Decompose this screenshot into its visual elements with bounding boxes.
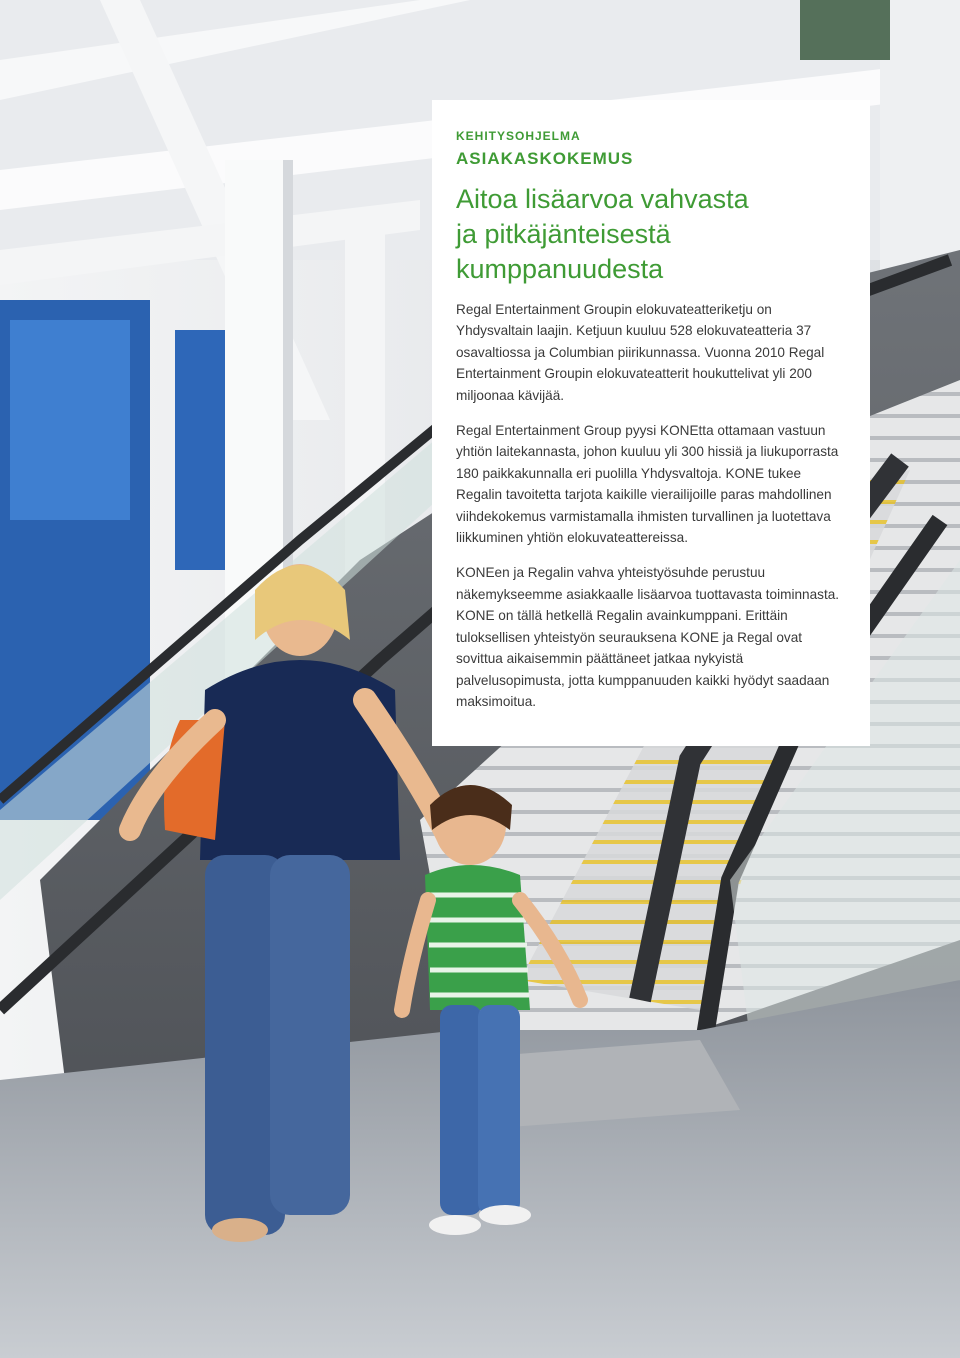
section-heading: ASIAKASKOKEMUS: [456, 149, 634, 168]
body-paragraph: Regal Entertainment Group pyysi KONEtta ottamaan vastuun yhtiön laitekannasta, johon kuuluu yli 300 hissiä ja liukuporrasta 180 paikkakunnalla eri puolilla Yhdysvaltoja. KONE tukee Regalin tavoitetta tarjota kaikille vierailijoille paras mahdollinen viihdekokemus varmistamalla ihmisten turvallinen ja luotettava liikkuminen yhtiön elokuvateattereissa.: [456, 423, 839, 546]
body-paragraph: Regal Entertainment Groupin elokuvateatteriketju on Yhdysvaltain laajin. Ketjuun kuuluu 528 elokuvateatteria 37 osavaltiossa ja Columbian piirikunnassa. Vuonna 2010 Regal Entertainment Groupin elokuvateatterit houkuttelivat yli 200 miljoonaa kävijää.: [456, 302, 825, 403]
text-panel: [432, 100, 870, 746]
article-title: Aitoa lisäarvoa vahvasta ja pitkäjänteisestä kumppanuudesta: [456, 184, 749, 284]
kicker-label: KEHITYSOHJELMA: [456, 129, 581, 143]
body-paragraph: KONEen ja Regalin vahva yhteistyösuhde perustuu näkemykseemme asiakkaalle lisäarvoa tuottavasta toiminnasta. KONE on tällä hetkellä Regalin avainkumppani. Erittäin tuloksellisen yhteistyön seurauksena KONE ja Regal ovat sovittua aikaisemmin päättäneet jatkaa nykyistä palvelusopimusta, jotta kumppanuuden kaikki hyödyt saadaan maksimoitua.: [456, 565, 840, 709]
